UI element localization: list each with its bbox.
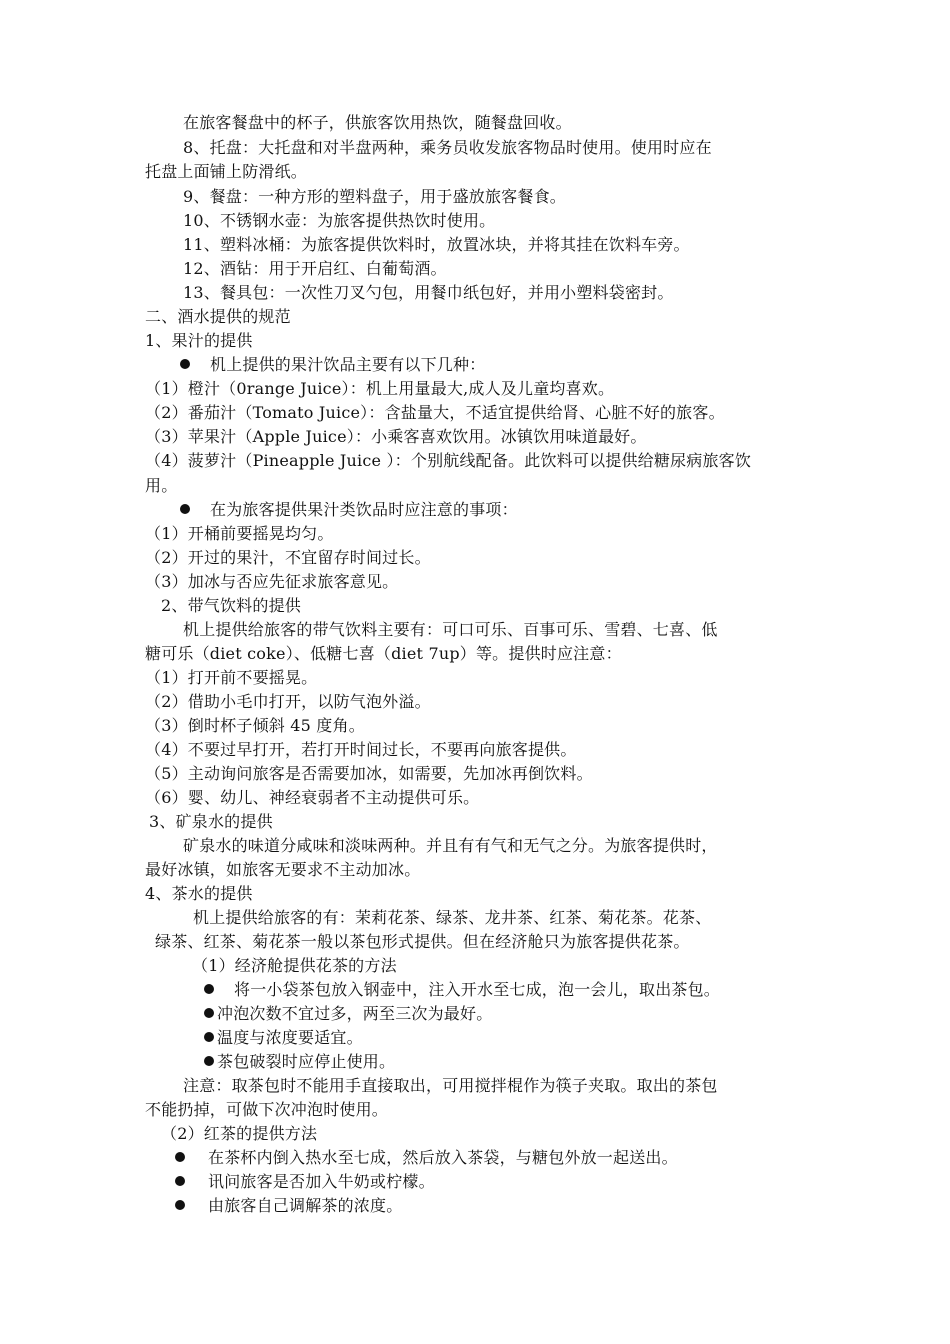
bullet-icon [175,1196,208,1216]
bullet-item [180,355,850,375]
section-heading: 二、酒水提供的规范 [145,307,291,326]
text-line: （2）红茶的提供方法 [161,1124,318,1143]
text-line: 13、餐具包：一次性刀叉勺包，用餐巾纸包好，并用小塑料袋密封。 [183,283,674,302]
text-line: 在旅客餐盘中的杯子，供旅客饮用热饮，随餐盘回收。 [183,113,572,132]
bullet-item [204,1004,874,1024]
text-line: 绿茶、红茶、菊花茶一般以茶包形式提供。但在经济舱只为旅客提供花茶。 [155,932,690,951]
text-line: （5）主动询问旅客是否需要加冰，如需要，先加冰再倒饮料。 [145,764,593,783]
text-line: （3）苹果汁（Apple Juice）：小乘客喜欢饮用。冰镇饮用味道最好。 [145,427,647,446]
text-line: （1）橙汁（0range Juice）：机上用量最大,成人及儿童均喜欢。 [145,379,615,398]
bullet-item [204,1052,874,1072]
bullet-icon [204,1004,217,1024]
bullet-item [175,1196,845,1216]
bullet-item [175,1148,845,1168]
text-line: （4）菠萝汁（Pineapple Juice ）：个别航线配备。此饮料可以提供给糖尿病旅客饮 [145,451,752,470]
bullet-text: 由旅客自己调解茶的浓度。 [208,1196,403,1215]
text-line: 机上提供给旅客的带气饮料主要有：可口可乐、百事可乐、雪碧、七喜、低 [183,620,718,639]
bullet-text: 将一小袋茶包放入钢壶中，注入开水至七成，泡一会儿，取出茶包。 [234,980,721,999]
bullet-icon [175,1172,208,1192]
subsection-heading: 4、茶水的提供 [145,884,253,903]
text-line: 矿泉水的味道分咸味和淡味两种。并且有有气和无气之分。为旅客提供时， [183,836,718,855]
subsection-heading: 2、带气饮料的提供 [161,596,301,615]
text-line: 用。 [145,476,178,495]
text-line: （4）不要过早打开，若打开时间过长，不要再向旅客提供。 [145,740,577,759]
text-line: 托盘上面铺上防滑纸。 [145,162,308,181]
text-line: （2）开过的果汁，不宜留存时间过长。 [145,548,431,567]
bullet-icon [180,355,210,375]
bullet-icon [180,500,210,520]
subsection-heading: 1、果汁的提供 [145,331,253,350]
bullet-text: 在茶杯内倒入热水至七成，然后放入茶袋，与糖包外放一起送出。 [208,1148,678,1167]
text-line: 糖可乐（diet coke）、低糖七喜（diet 7up）等。提供时应注意： [145,644,622,663]
bullet-text: 机上提供的果汁饮品主要有以下几种： [210,355,486,374]
text-line: （1）打开前不要摇晃。 [145,668,318,687]
text-line: （2）借助小毛巾打开，以防气泡外溢。 [145,692,431,711]
note-line: 不能扔掉，可做下次冲泡时使用。 [145,1100,389,1119]
bullet-icon [204,1052,217,1072]
bullet-text: 在为旅客提供果汁类饮品时应注意的事项： [210,500,518,519]
text-line: 8、托盘：大托盘和对半盘两种，乘务员收发旅客物品时使用。使用时应在 [183,138,712,157]
bullet-text: 讯问旅客是否加入牛奶或柠檬。 [208,1172,435,1191]
text-line: （1）经济舱提供花茶的方法 [192,956,397,975]
bullet-icon [204,1028,217,1048]
text-line: （3）加冰与否应先征求旅客意见。 [145,572,399,591]
bullet-item [175,1172,845,1192]
text-line: 12、酒钻：用于开启红、白葡萄酒。 [183,259,447,278]
text-line: （6）婴、幼儿、神经衰弱者不主动提供可乐。 [145,788,480,807]
text-line: 最好冰镇，如旅客无要求不主动加冰。 [145,860,421,879]
text-line: （3）倒时杯子倾斜 45 度角。 [145,716,365,735]
note-line: 注意：取茶包时不能用手直接取出，可用搅拌棍作为筷子夹取。取出的茶包 [183,1076,718,1095]
text-line: 11、塑料冰桶：为旅客提供饮料时，放置冰块，并将其挂在饮料车旁。 [183,235,690,254]
text-line: （2）番茄汁（Tomato Juice）：含盐量大，不适宜提供给肾、心脏不好的旅客。 [145,403,725,422]
subsection-heading: 3、矿泉水的提供 [149,812,273,831]
bullet-item [180,500,850,520]
text-line: 10、不锈钢水壶：为旅客提供热饮时使用。 [183,211,496,230]
text-line: 机上提供给旅客的有：茉莉花茶、绿茶、龙井茶、红茶、菊花茶。花茶、 [193,908,712,927]
bullet-icon [204,980,234,1000]
bullet-icon [175,1148,208,1168]
bullet-item [204,1028,874,1048]
bullet-text: 冲泡次数不宜过多，两至三次为最好。 [217,1004,493,1023]
text-line: 9、餐盘：一种方形的塑料盘子，用于盛放旅客餐食。 [183,187,566,206]
bullet-item [204,980,874,1000]
text-line: （1）开桶前要摇晃均匀。 [145,524,334,543]
bullet-text: 茶包破裂时应停止使用。 [217,1052,396,1071]
bullet-text: 温度与浓度要适宜。 [217,1028,363,1047]
